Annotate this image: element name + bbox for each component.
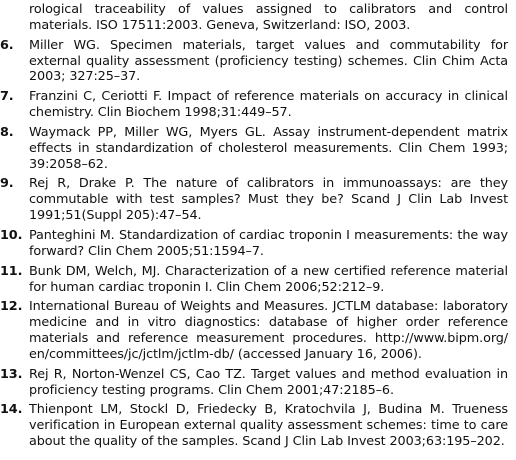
- reference-number: 12.: [0, 299, 23, 315]
- reference-text: Miller WG. Specimen materials, target values and commutability for external quality assessment (proficiency testing) schemes. Clin Chim Acta 2003; 327:25–37.: [29, 37, 508, 85]
- reference-item: [0, 367, 508, 399]
- reference-number: 11.: [0, 263, 23, 279]
- reference-item: [0, 125, 508, 173]
- reference-number: 6.: [0, 37, 14, 53]
- reference-text: Waymack PP, Miller WG, Myers GL. Assay instrument-dependent matrix effects in standardization of cholesterol measurements. Clin Chem 1993; 39:2058–62.: [29, 124, 508, 172]
- reference-text: Franzini C, Ceriotti F. Impact of reference materials on accuracy in clinical chemistry. Clin Biochem 1998;31:449–57.: [29, 89, 508, 121]
- reference-item: [0, 2, 508, 34]
- reference-text: Bunk DM, Welch, MJ. Characterization of a new certified reference material for human cardiac troponin I. Clin Chem 2006;52:212–9.: [29, 263, 508, 295]
- reference-item: [0, 264, 508, 296]
- reference-item: [0, 38, 508, 86]
- reference-number: 9.: [0, 176, 14, 192]
- reference-item: [0, 176, 508, 224]
- reference-number: 7.: [0, 89, 14, 105]
- reference-item: [0, 89, 508, 121]
- reference-item: [0, 402, 508, 450]
- reference-text: Rej R, Norton-Wenzel CS, Cao TZ. Target values and method evaluation in proficiency testing programs. Clin Chem 2001;47:2185–6.: [29, 366, 508, 398]
- reference-number: 10.: [0, 227, 23, 243]
- reference-number: 8.: [0, 124, 14, 140]
- reference-text: Thienpont LM, Stockl D, Friedecky B, Kratochvila J, Budina M. Trueness verification in European external quality assessment schemes: time to care about the quality of the samples. Scand J Clin Lab Invest 2003;63:195–202.: [29, 402, 508, 450]
- reference-text: International Bureau of Weights and Measures. JCTLM database: laboratory medicine and in vitro diagnostics: database of higher order reference materials and reference measurement procedures. http://www.bipm.org/ en/committees/jc/jctlm/jctlm-db/ (accessed January 16, 2006).: [29, 299, 508, 362]
- reference-item: [0, 299, 508, 362]
- reference-list: [0, 2, 508, 454]
- reference-text: rological traceability of values assigned to calibrators and control materials. ISO 17511:2003. Geneva, Switzerland: ISO, 2003.: [29, 2, 508, 33]
- reference-item: [0, 228, 508, 260]
- reference-number: 13.: [0, 366, 23, 382]
- reference-number: 14.: [0, 402, 23, 418]
- reference-text: Panteghini M. Standardization of cardiac troponin I measurements: the way forward? Clin Chem 2005;51:1594–7.: [29, 227, 508, 259]
- reference-text: Rej R, Drake P. The nature of calibrators in immunoassays: are they commutable with test samples? Must they be? Scand J Clin Lab Invest 1991;51(Suppl 205):47–54.: [29, 176, 508, 224]
